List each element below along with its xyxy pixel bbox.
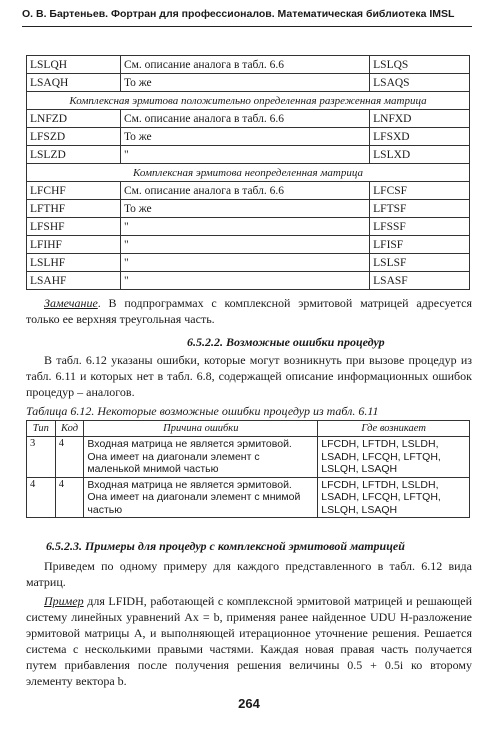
table-row	[27, 74, 470, 92]
analog-routine: LFCSF	[370, 182, 470, 200]
analog-routine: LSAQS	[370, 74, 470, 92]
example-text: для LFIDH, работающей с комплексной эрмитовой матрицей и решающей систему линейных уравнений Ax = b, применяя ранее найденное UDU H-разложение эрмитовой матрицы A, и выполняющей итерационное уточнение решения. Решается система с несколькими правыми частями. Каждая новая правая часть получается путем прибавления после получения решения величины 0.5 + 0.5i ко второму элементу вектора b.	[26, 594, 472, 688]
note-paragraph	[26, 295, 472, 327]
table-row	[27, 146, 470, 164]
note-text: . В подпрограммах с комплексной эрмитовой матрицей адресуется только ее верхняя треугольная часть.	[26, 296, 472, 326]
routine-name: LFCHF	[27, 182, 121, 200]
routine-description: "	[120, 254, 369, 272]
error-location: LFCDH, LFTDH, LSLDH, LSADH, LFCQH, LFTQH, LSLQH, LSAQH	[318, 437, 470, 478]
error-code: 4	[55, 437, 84, 478]
analog-routine: LSLSF	[370, 254, 470, 272]
section-title: Комплексная эрмитова неопределенная матрица	[27, 164, 470, 182]
table-header-row	[27, 421, 470, 437]
table-row	[27, 218, 470, 236]
analog-routine: LNFXD	[370, 110, 470, 128]
routine-name: LSLHF	[27, 254, 121, 272]
table-section-row	[27, 92, 470, 110]
section-heading-examples: 6.5.2.3. Примеры для процедур с комплексной эрмитовой матрицей	[46, 539, 405, 553]
routine-description: См. описание аналога в табл. 6.6	[120, 56, 369, 74]
routines-table	[26, 55, 470, 290]
error-reason: Входная матрица не является эрмитовой. Она имеет на диагонали элемент с мнимой частью	[84, 477, 318, 518]
table-row	[27, 110, 470, 128]
section-heading-errors: 6.5.2.2. Возможные ошибки процедур	[187, 335, 385, 349]
table-row	[27, 236, 470, 254]
table-row	[27, 128, 470, 146]
table-row	[27, 200, 470, 218]
analog-routine: LSLQS	[370, 56, 470, 74]
routine-name: LSAHF	[27, 272, 121, 290]
running-header: О. В. Бартеньев. Фортран для профессионалов. Математическая библиотека IMSL	[22, 8, 455, 20]
example-label: Пример	[44, 594, 84, 608]
table-row	[27, 437, 470, 478]
routine-description: То же	[120, 74, 369, 92]
header-code: Код	[55, 421, 84, 437]
header-where: Где возникает	[318, 421, 470, 437]
table-row	[27, 254, 470, 272]
routine-name: LFIHF	[27, 236, 121, 254]
routine-description: То же	[120, 128, 369, 146]
routine-name: LNFZD	[27, 110, 121, 128]
analog-routine: LFSSF	[370, 218, 470, 236]
routine-name: LSLQH	[27, 56, 121, 74]
routine-name: LFSHF	[27, 218, 121, 236]
note-label: Замечание	[44, 296, 98, 310]
routine-description: То же	[120, 200, 369, 218]
header-rule	[22, 26, 472, 27]
page-number: 264	[238, 696, 260, 711]
routine-description: См. описание аналога в табл. 6.6	[120, 182, 369, 200]
analog-routine: LFSXD	[370, 128, 470, 146]
table-row	[27, 182, 470, 200]
table-row	[27, 272, 470, 290]
analog-routine: LSLXD	[370, 146, 470, 164]
routine-description: "	[120, 146, 369, 164]
table-section-row	[27, 164, 470, 182]
header-reason: Причина ошибки	[84, 421, 318, 437]
routine-description: "	[120, 236, 369, 254]
analog-routine: LFISF	[370, 236, 470, 254]
error-type: 4	[27, 477, 56, 518]
example-paragraph	[26, 593, 472, 689]
section-title: Комплексная эрмитова положительно определенная разреженная матрица	[27, 92, 470, 110]
error-code: 4	[55, 477, 84, 518]
routine-description: "	[120, 218, 369, 236]
routine-description: См. описание аналога в табл. 6.6	[120, 110, 369, 128]
routine-name: LFTHF	[27, 200, 121, 218]
errors-table	[26, 420, 470, 518]
error-location: LFCDH, LFTDH, LSLDH, LSADH, LFCQH, LFTQH, LSLQH, LSAQH	[318, 477, 470, 518]
analog-routine: LFTSF	[370, 200, 470, 218]
routine-description: "	[120, 272, 369, 290]
analog-routine: LSASF	[370, 272, 470, 290]
error-type: 3	[27, 437, 56, 478]
header-type: Тип	[27, 421, 56, 437]
routine-name: LFSZD	[27, 128, 121, 146]
error-reason: Входная матрица не является эрмитовой. Она имеет на диагонали элемент с маленькой мнимой частью	[84, 437, 318, 478]
routine-name: LSLZD	[27, 146, 121, 164]
table-row	[27, 56, 470, 74]
table-row	[27, 477, 470, 518]
examples-intro-paragraph: Приведем по одному примеру для каждого представленного в табл. 6.12 вида матриц.	[26, 559, 472, 589]
errors-paragraph: В табл. 6.12 указаны ошибки, которые могут возникнуть при вызове процедур из табл. 6.11 и которых нет в табл. 6.8, содержащей описание информационных ошибок процедур – аналогов.	[26, 353, 472, 399]
routine-name: LSAQH	[27, 74, 121, 92]
table-caption: Таблица 6.12. Некоторые возможные ошибки процедур из табл. 6.11	[26, 404, 379, 418]
